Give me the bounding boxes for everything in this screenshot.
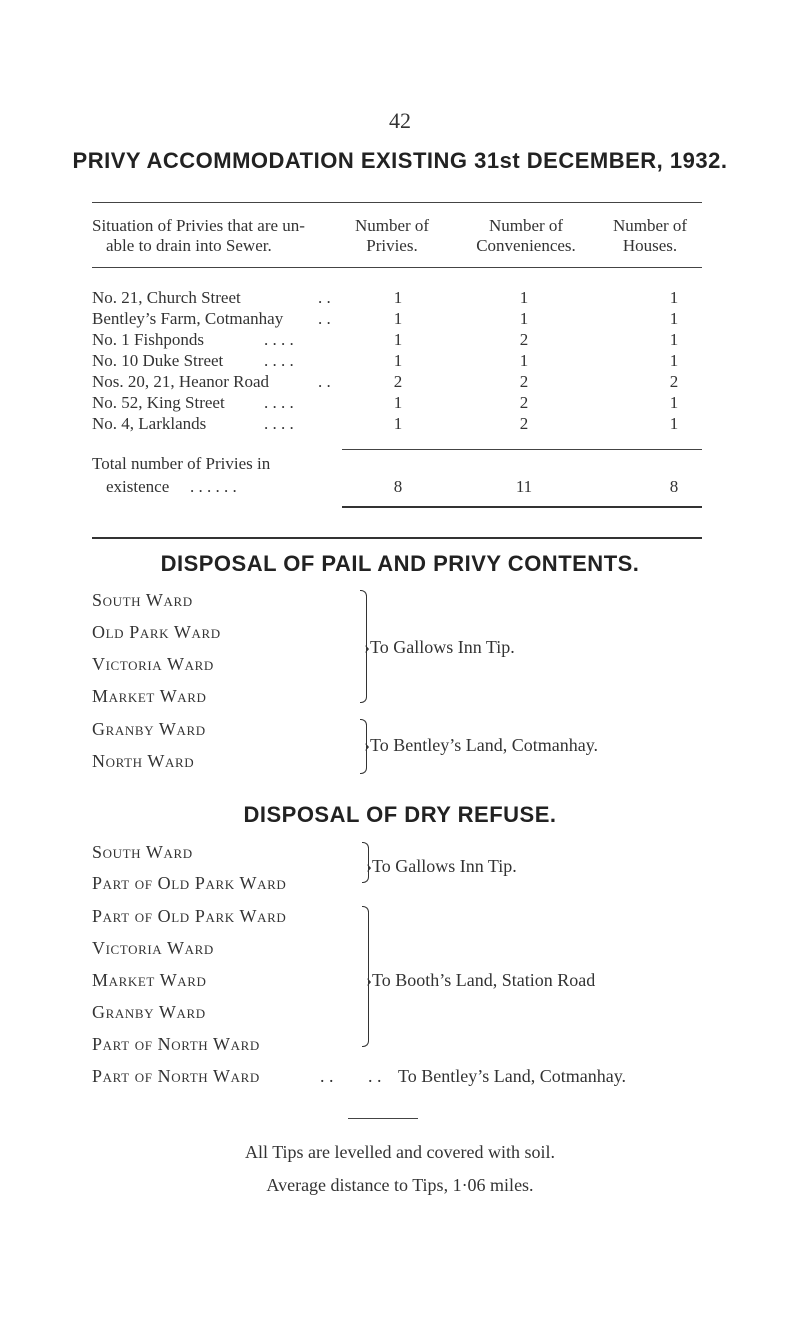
row-conveniences: 1 [519, 351, 529, 370]
ward-label: Old Park Ward [92, 622, 221, 642]
header-conveniences-line1: Number of [488, 216, 564, 235]
destination-booths-land: ›To Booth’s Land, Station Road [366, 970, 596, 990]
ward-label: Part of Old Park Ward [92, 906, 287, 926]
row-leader-dots: . . . . [264, 330, 294, 349]
brace [360, 767, 367, 774]
ward-label: Part of North Ward [92, 1034, 260, 1054]
dry-refuse-title: DISPOSAL OF DRY REFUSE. [243, 802, 557, 827]
row-conveniences: 2 [519, 393, 529, 412]
row-houses: 1 [669, 330, 679, 349]
row-privies: 1 [393, 288, 403, 307]
ward-label: South Ward [92, 842, 193, 862]
ward-label: South Ward [92, 590, 193, 610]
row-houses: 1 [669, 351, 679, 370]
row-leader-dots: . . . . [264, 393, 294, 412]
ward-label: Market Ward [92, 970, 207, 990]
brace [362, 876, 369, 883]
row-houses: 1 [669, 309, 679, 328]
ward-label: Victoria Ward [92, 938, 214, 958]
total-bottom-rule [342, 506, 702, 508]
total-label-line2: existence [106, 477, 170, 496]
row-leader-dots: . . . . [264, 414, 294, 433]
header-houses [600, 216, 700, 256]
header-situation-line1: Situation of Privies that are un- [92, 216, 305, 235]
header-conveniences [466, 216, 586, 256]
header-situation-line2: able to drain into Sewer. [106, 236, 272, 255]
destination-text: To Bentley’s Land, Cotmanhay. [370, 735, 599, 755]
row-leader-dots: . . . . [264, 351, 294, 370]
header-privies-line1: Number of [354, 216, 430, 235]
leader-dots: . . [320, 1066, 334, 1086]
row-situation: Nos. 20, 21, Heanor Road [92, 372, 270, 391]
page-title: PRIVY ACCOMMODATION EXISTING 31st DECEMBER, 1932. [72, 148, 728, 173]
row-situation: No. 4, Larklands [92, 414, 207, 433]
total-leader-dots: . . . . . . [190, 477, 237, 496]
destination-text: To Gallows Inn Tip. [370, 637, 515, 657]
row-situation: No. 10 Duke Street [92, 351, 224, 370]
table-top-rule [92, 202, 702, 203]
page-number: 42 [389, 108, 411, 133]
row-leader-dots: . . [318, 309, 331, 328]
brace [362, 1040, 369, 1047]
footnote-average-distance: Average distance to Tips, 1·06 miles. [266, 1175, 534, 1195]
row-situation: Bentley’s Farm, Cotmanhay [92, 309, 284, 328]
ward-label: North Ward [92, 751, 195, 771]
header-houses-line2: Houses. [622, 236, 678, 255]
total-label-line1: Total number of Privies in [92, 454, 271, 473]
ward-label: Granby Ward [92, 1002, 206, 1022]
destination-gallows-inn: ›To Gallows Inn Tip. [364, 637, 515, 657]
footnote-tips-levelled: All Tips are levelled and covered with soil. [245, 1142, 555, 1162]
ward-label: Granby Ward [92, 719, 206, 739]
header-situation [92, 216, 342, 256]
row-conveniences: 2 [519, 372, 529, 391]
row-conveniences: 2 [519, 414, 529, 433]
total-privies: 8 [393, 477, 403, 496]
ward-label: Victoria Ward [92, 654, 214, 674]
brace [360, 696, 367, 703]
total-top-rule [342, 449, 702, 450]
row-situation: No. 1 Fishponds [92, 330, 204, 349]
row-privies: 1 [393, 330, 403, 349]
ward-label: Market Ward [92, 686, 207, 706]
row-situation: No. 52, King Street [92, 393, 225, 412]
destination-bentleys-land: To Bentley’s Land, Cotmanhay. [398, 1066, 627, 1086]
row-conveniences: 1 [519, 309, 529, 328]
row-houses: 2 [669, 372, 679, 391]
row-privies: 1 [393, 393, 403, 412]
header-conveniences-line2: Conveniences. [476, 236, 576, 255]
destination-text: To Gallows Inn Tip. [372, 856, 517, 876]
header-privies-line2: Privies. [366, 236, 418, 255]
header-privies [342, 216, 442, 256]
pail-disposal-title: DISPOSAL OF PAIL AND PRIVY CONTENTS. [160, 551, 640, 576]
row-leader-dots: . . [318, 288, 331, 307]
leader-dots: . . [368, 1066, 382, 1086]
row-conveniences: 2 [519, 330, 529, 349]
ward-label: Part of North Ward [92, 1066, 260, 1086]
row-privies: 1 [393, 414, 403, 433]
row-privies: 1 [393, 351, 403, 370]
ward-label: Part of Old Park Ward [92, 873, 287, 893]
total-houses: 8 [669, 477, 679, 496]
row-houses: 1 [669, 393, 679, 412]
row-privies: 1 [393, 309, 403, 328]
header-bottom-rule [92, 267, 702, 268]
total-conveniences: 11 [515, 477, 533, 496]
row-conveniences: 1 [519, 288, 529, 307]
footnote-rule [348, 1118, 418, 1119]
destination-text: To Booth’s Land, Station Road [372, 970, 596, 990]
destination-gallows-inn: ›To Gallows Inn Tip. [366, 856, 517, 876]
row-privies: 2 [393, 372, 403, 391]
row-houses: 1 [669, 288, 679, 307]
section-separator-rule [92, 537, 702, 539]
row-situation: No. 21, Church Street [92, 288, 241, 307]
destination-bentleys-land: ›To Bentley’s Land, Cotmanhay. [364, 735, 599, 755]
header-houses-line1: Number of [612, 216, 688, 235]
row-leader-dots: . . [318, 372, 331, 391]
row-houses: 1 [669, 414, 679, 433]
